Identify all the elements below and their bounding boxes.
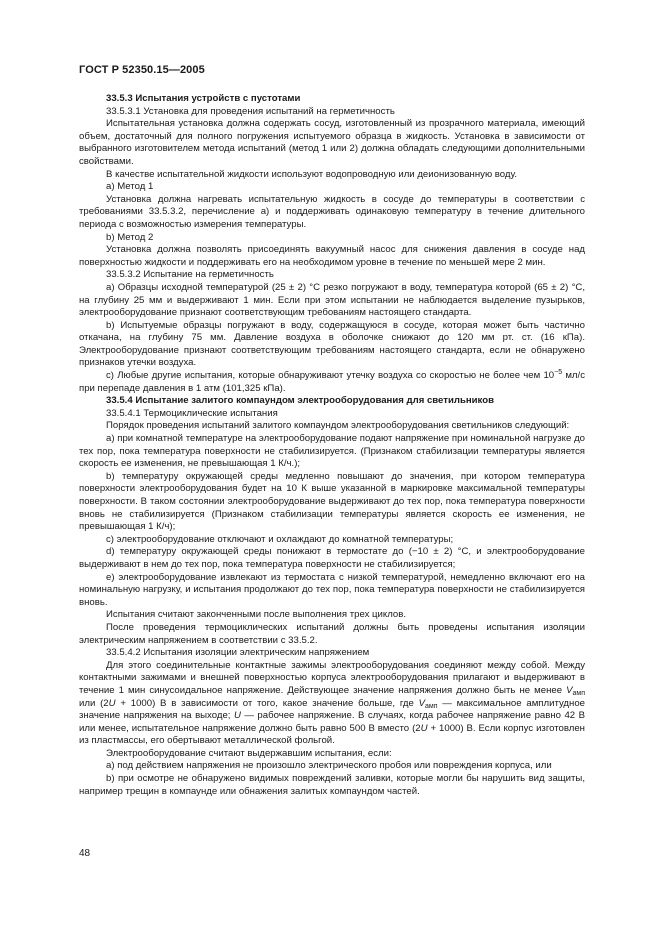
paragraph: После проведения термоциклических испытаний должны быть проведены испытания изоляции электрическим напряжением в соответствии с 33.5.2.: [79, 621, 585, 646]
paragraph: с) электрооборудование отключают и охлаждают до комнатной температуры;: [106, 533, 454, 545]
paragraph: [79, 660, 585, 748]
paragraph: Испытательная установка должна содержать сосуд, изготовленный из прозрачного материала, имеющий объем, достаточный для полного погружения испытуемого образца в жидкость. Установка в зависимости от выбранного изготовителем метода испытаний (метод 1 или 2) должна обладать следующими дополнительными свойствами.: [79, 118, 585, 167]
paragraph: a) Образцы исходной температурой (25 ± 2) °С резко погружают в воду, температура которой (65 ± 2) °С, на глубину 25 мм и выдерживают 1 мин. Если при этом испытании не наблюдается выделение пузырьков, электрооборудование признают соответствующим требованиям настоящего стандарта.: [79, 281, 585, 319]
text-run: — максимальное амплитудное значение напряжения на выходе;: [79, 697, 585, 722]
paragraph: Порядок проведения испытаний залитого компаундом электрооборудования светильников следующий:: [106, 420, 570, 432]
paragraph: [79, 370, 585, 395]
paragraph: b) Метод 2: [106, 231, 154, 243]
paragraph: d) температуру окружающей среды понижают в термостате до (−10 ± 2) °С, и электрооборудование выдерживают в нем до тех пор, пока температура поверхности не стабилизируется;: [79, 546, 585, 570]
page-number: 48: [79, 848, 91, 859]
variable-u: U: [233, 710, 241, 722]
paragraph: 33.5.3.1 Установка для проведения испытаний на герметичность: [106, 105, 395, 117]
document-header: ГОСТ Р 52350.15—2005: [79, 64, 205, 76]
paragraph: 33.5.4.1 Термоциклические испытания: [106, 407, 278, 419]
variable-u: U: [108, 697, 116, 709]
paragraph: е) электрооборудование извлекают из термостата с низкой температурой, немедленно включают его на номинальную нагрузку, и испытания продолжают до тех пор, пока температура поверхности не стабилизируется вновь.: [79, 571, 585, 608]
paragraph: b) при осмотре не обнаружено видимых повреждений заливки, которые могли бы нарушить вид защиты, например трещин в компаунде или обнажения залитых компаундом частей.: [79, 773, 585, 797]
text-run: Для этого соединительные контактные зажимы электрооборудования соединяют между собой. Между контактными зажимами и внешней поверхностью корпуса электрооборудования прилагают и выдерживают в течение 1 мин синусоидальное напряжение. Действующее значение напряжения должно быть не менее: [79, 659, 585, 696]
paragraph: 33.5.4.2 Испытания изоляции электрическим напряжением: [106, 647, 370, 659]
section-heading: 33.5.3 Испытания устройств с пустотами: [106, 93, 301, 104]
variable-v: V: [566, 684, 573, 696]
paragraph: b) Испытуемые образцы погружают в воду, содержащуюся в сосуде, которая может быть частично откачана, на глубину 75 мм. Давление воздуха в оболочке снижают до 120 мм рт. ст. (16 кПа). Электрооборудование признают соответствующим требованиям настоящего стандарта, если не обнаружено признаков утечки воздуха.: [79, 319, 585, 369]
text-run: + 1000) В. Если корпус изготовлен из пластмассы, его обертывают металлической фольгой.: [79, 722, 585, 747]
paragraph: а) Метод 1: [106, 181, 154, 193]
section-heading: 33.5.4 Испытание залитого компаундом электрооборудования для светильников: [106, 395, 494, 407]
text-run: — рабочее напряжение. В случаях, когда рабочее напряжение равно 42 В или менее, испытательное напряжение должно быть равно 500 В вместо (2: [79, 710, 585, 734]
superscript: −5: [554, 369, 563, 377]
paragraph: Установка должна позволять присоединять вакуумный насос для снижения давления в сосуде над поверхностью жидкости и поддерживать его на необходимом уровне в течение по меньшей мере 2 мин.: [79, 244, 585, 268]
paragraph: а) под действием напряжения не произошло электрического пробоя или повреждения корпуса, или: [106, 760, 552, 772]
paragraph: Установка должна нагревать испытательную жидкость в сосуде до температуры в соответствии с требованиями 33.5.3.2, перечисление а) и поддерживать одинаковую температуру в течение длительного периода с возможностью измерения температуры.: [79, 193, 585, 230]
document-body: [79, 93, 585, 798]
paragraph: 33.5.3.2 Испытание на герметичность: [106, 269, 274, 281]
variable-u: U: [420, 722, 428, 734]
paragraph: Электрооборудование считают выдержавшим испытания, если:: [106, 747, 392, 759]
paragraph: Испытания считают законченными после выполнения трех циклов.: [106, 609, 407, 621]
paragraph: b) температуру окружающей среды медленно повышают до значения, при котором температура поверхности электрооборудования будет на 10 К выше указанной в маркировке максимальной температуры поверхности. В таком состоянии электрооборудование выдерживают до тех пор, пока температура поверхности вновь не стабилизируется (Признаком стабилизации температуры является скорость ее изменения, не превышающая 1 К/ч);: [79, 470, 585, 533]
text-run: или (2: [79, 697, 109, 709]
text-run: + 1000) В в зависимости от того, какое значение больше, где: [115, 697, 419, 709]
subscript: амп: [572, 689, 585, 697]
text-run: мл/с при перепаде давления в 1 атм (101,325 кПа).: [79, 370, 585, 394]
variable-v: V: [418, 697, 426, 709]
paragraph: а) при комнатной температуре на электрооборудование подают напряжение при номинальной нагрузке до тех пор, пока температура поверхности не стабилизируется. (Признаком стабилизации температуры является скорость ее изменения, не превышающая 1 К/ч.);: [79, 433, 585, 470]
paragraph: В качестве испытательной жидкости используют водопроводную или деионизованную воду.: [106, 168, 518, 180]
subscript: амп: [425, 702, 438, 710]
text-run: c) Любые другие испытания, которые обнаруживают утечку воздуха со скоростью не более чем 10: [106, 370, 555, 382]
